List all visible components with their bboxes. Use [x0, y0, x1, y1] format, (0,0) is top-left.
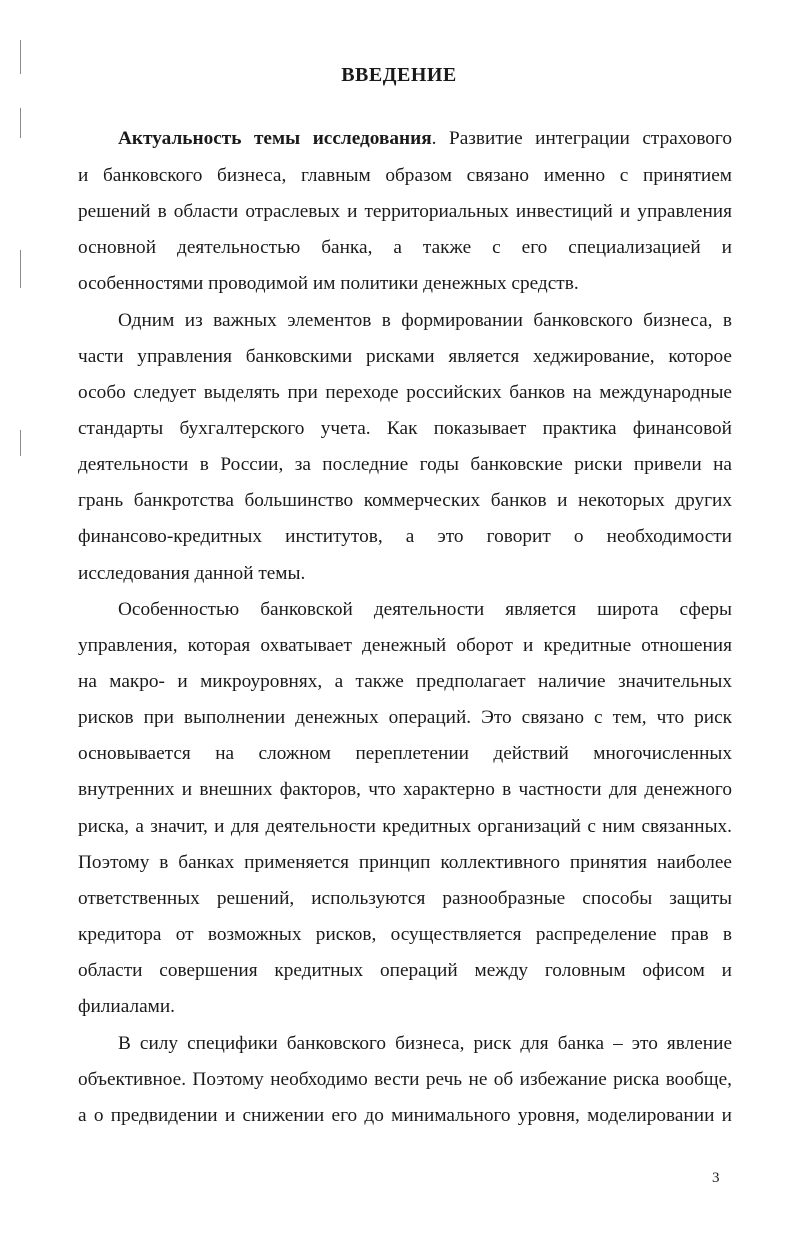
paragraph-line: рисков при выполнении денежных операций. Это связано с тем, что риск — [78, 707, 732, 728]
paragraph-line: финансово-кредитных институтов, а это говорит о необходимости — [78, 526, 732, 547]
paragraph-line: деятельности в России, за последние годы банковские риски привели на — [78, 454, 732, 475]
paragraph-line: основной деятельностью банка, а также с его специализацией и — [78, 237, 732, 258]
paragraph-line: грань банкротства большинство коммерческих банков и некоторых других — [78, 490, 732, 511]
scan-margin-mark — [20, 108, 21, 138]
paragraph-line: и банковского бизнеса, главным образом связано именно с принятием — [78, 165, 732, 186]
paragraph-line: стандарты бухгалтерского учета. Как показывает практика финансовой — [78, 418, 732, 439]
scan-margin-mark — [20, 250, 21, 288]
page-number: 3 — [712, 1170, 720, 1186]
scan-margin-mark — [20, 430, 21, 456]
paragraph-line — [118, 121, 732, 157]
paragraph-text: . Развитие интеграции страхового — [431, 128, 732, 149]
paragraph-line: основывается на сложном переплетении действий многочисленных — [78, 743, 732, 764]
paragraph-line: Одним из важных элементов в формировании банковского бизнеса, в — [118, 310, 732, 331]
paragraph-line: объективное. Поэтому необходимо вести речь не об избежание риска вообще, — [78, 1069, 732, 1090]
paragraph-line: на макро- и микроуровнях, а также предполагает наличие значительных — [78, 671, 732, 692]
paragraph-line: части управления банковскими рисками является хеджирование, которое — [78, 346, 732, 367]
paragraph-line: внутренних и внешних факторов, что характерно в частности для денежного — [78, 779, 732, 800]
paragraph-line: области совершения кредитных операций между головным офисом и — [78, 960, 732, 981]
paragraph-line: а о предвидении и снижении его до минимального уровня, моделировании и — [78, 1105, 732, 1126]
paragraph-line: особо следует выделять при переходе российских банков на международные — [78, 382, 732, 403]
page-title: ВВЕДЕНИЕ — [341, 64, 457, 86]
paragraph-line: Поэтому в банках применяется принцип коллективного принятия наиболее — [78, 852, 732, 873]
paragraph-line: исследования данной темы. — [78, 563, 306, 584]
paragraph-line: особенностями проводимой им политики денежных средств. — [78, 273, 579, 294]
paragraph-line: В силу специфики банковского бизнеса, риск для банка – это явление — [118, 1033, 732, 1054]
paragraph-line: Особенностью банковской деятельности является широта сферы — [118, 599, 732, 620]
topic-relevance-label: Актуальность темы исследования — [118, 128, 432, 149]
paragraph-line: решений в области отраслевых и территориальных инвестиций и управления — [78, 201, 732, 222]
paragraph-line: управления, которая охватывает денежный оборот и кредитные отношения — [78, 635, 732, 656]
paragraph-line: риска, а значит, и для деятельности кредитных организаций с ним связанных. — [78, 816, 732, 837]
paragraph-line: ответственных решений, используются разнообразные способы защиты — [78, 888, 732, 909]
paragraph-line: кредитора от возможных рисков, осуществляется распределение прав в — [78, 924, 732, 945]
paragraph-line: филиалами. — [78, 996, 175, 1017]
